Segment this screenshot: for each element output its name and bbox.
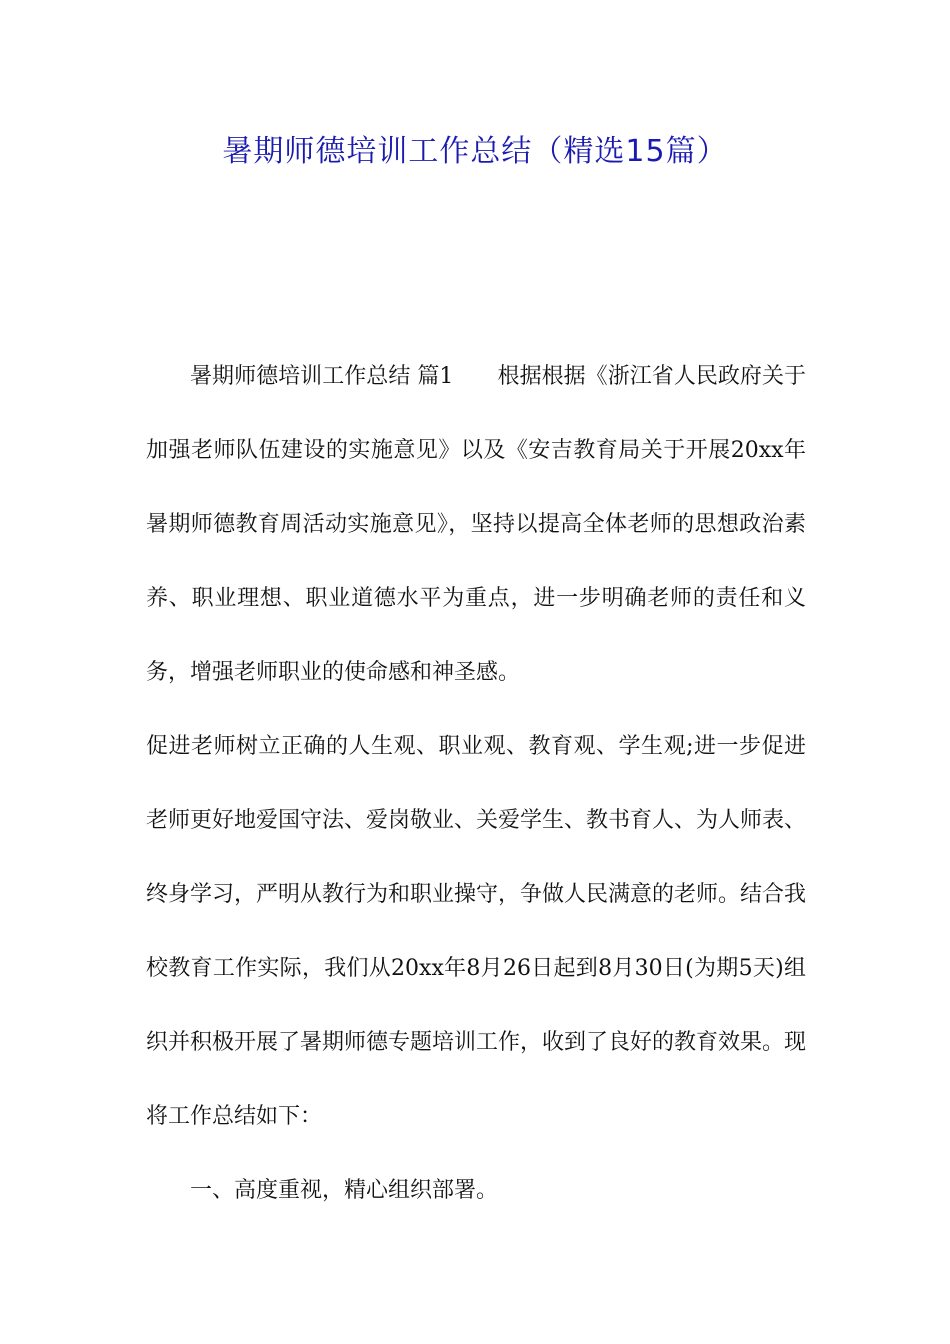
- paragraph-2: 促进老师树立正确的人生观、职业观、教育观、学生观;进一步促进老师更好地爱国守法、爱岗敬业、关爱学生、教书育人、为人师表、终身学习，严明从教行为和职业操守，争做人民满意的老师。结合我校教育工作实际，我们从20xx年8月26日起到8月30日(为期5天)组织并积极开展了暑期师德专题培训工作，收到了良好的教育效果。现将工作总结如下：: [146, 734, 807, 1129]
- paragraph-1: 暑期师德培训工作总结 篇1 根据根据《浙江省人民政府关于加强老师队伍建设的实施意见》以及《安吉教育局关于开展20xx年暑期师德教育周活动实施意见》，坚持以提高全体老师的思想政治素养、职业理想、职业道德水平为重点，进一步明确老师的责任和义务，增强老师职业的使命感和神圣感。: [146, 364, 806, 685]
- document-title: 暑期师德培训工作总结（精选15篇）: [222, 134, 728, 169]
- section-heading-1: 一、高度重视，精心组织部署。: [190, 1178, 499, 1203]
- document-body: [146, 340, 806, 1228]
